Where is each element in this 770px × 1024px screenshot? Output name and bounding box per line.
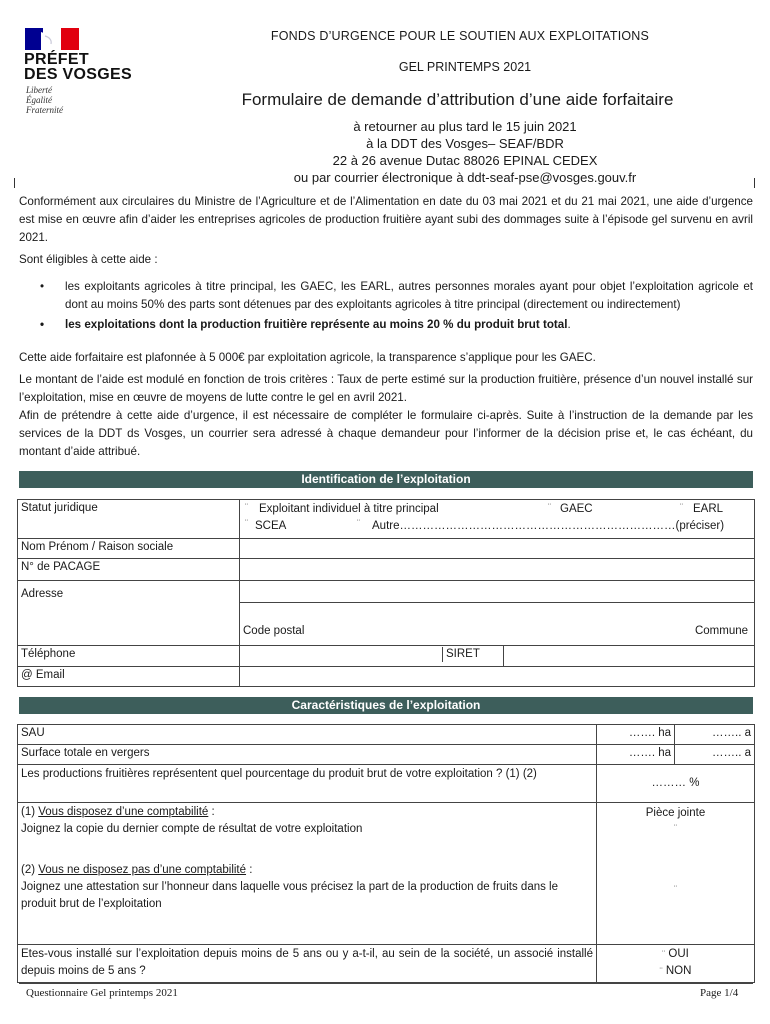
plafond-paragraph: Cette aide forfaitaire est plafonnée à 5 000€ par exploitation agricole, la transparence s’applique pour les GAEC.	[19, 351, 596, 364]
sau-label: SAU	[18, 725, 597, 745]
caracteristiques-table	[17, 724, 755, 983]
intro-paragraph: Conformément aux circulaires du Ministre de l’Agriculture et de l’Alimentation en date du 03 mai 2021 et du 21 mai 2021, une aide d’urgence est mise en œuvre afin d’aider les entreprises agricoles de production fruitière ayant subi des dommages suite à l’épisode gel survenu en avril 2021.	[19, 195, 753, 244]
address-line-ddt: à la DDT des Vosges– SEAF/BDR	[366, 136, 564, 151]
page-number: Page 1/4	[700, 987, 739, 999]
republic-motto	[26, 85, 63, 115]
motto-liberte: Liberté	[26, 85, 52, 95]
form-title: Formulaire de demande d’attribution d’une aide forfaitaire	[241, 90, 674, 109]
email-label: @ Email	[18, 667, 240, 687]
bullet-production-fruitiere: les exploitations dont la production fruitière représente au moins 20 % du produit brut total	[65, 318, 568, 331]
comptabilite-1-text: Joignez la copie du dernier compte de résultat de votre exploitation	[21, 823, 363, 835]
vergers-label: Surface totale en vergers	[18, 745, 597, 765]
motto-egalite: Égalité	[26, 95, 52, 105]
sau-a-field[interactable]: …….. a	[675, 725, 755, 745]
caracteristiques-banner: Caractéristiques de l’exploitation	[19, 697, 753, 714]
checkbox-autre[interactable]: ¨	[357, 518, 360, 528]
email-field[interactable]	[240, 667, 755, 687]
checkbox-scea[interactable]: ¨	[245, 518, 248, 528]
option-earl-label: EARL	[693, 503, 724, 515]
piece-jointe-label: Pièce jointe	[645, 807, 706, 819]
montant-paragraph: Le montant de l’aide est modulé en fonction de trois critères : Taux de perte estimé sur la production fruitière, présence d’un nouvel installé sur l’exploitation, mise en œuvre de moyens de lutte contre le gel en avril 2021.	[19, 373, 753, 404]
siret-field[interactable]	[504, 646, 755, 667]
installe-question: Etes-vous installé sur l’exploitation depuis moins de 5 ans ou y a-t-il, au sein de la société, un associé installé depuis moins de 5 ans ?	[18, 945, 597, 983]
marianne-flag-logo	[25, 28, 79, 50]
pourcentage-question: Les productions fruitières représentent quel pourcentage du produit brut de votre exploitation ? (1) (2)	[18, 765, 597, 803]
piece-jointe-cell	[597, 803, 755, 945]
address-line-email: ou par courrier électronique à ddt-seaf-pse@vosges.gouv.fr	[293, 170, 637, 185]
afin-paragraph: Afin de prétendre à cette aide d’urgence, il est nécessaire de compléter le formulaire ci-après. Suite à l’instruction de la demande par les services de la DDT ds Vosges, un courrier sera adressé à chaque demandeur pour l’informer de la décision prise et, le cas échéant, du montant d’aide attribué.	[19, 409, 753, 458]
telephone-field[interactable]	[240, 646, 504, 667]
comptabilite-2-heading: (2) Vous ne disposez pas d’une comptabilité :	[21, 864, 253, 876]
option-autre-label: Autre………………………………………………………………(préciser)	[372, 520, 725, 532]
comptabilite-2-text: Joignez une attestation sur l’honneur dans laquelle vous précisez la part de la production de fruits dans le produit brut de l’exploitation	[21, 881, 559, 910]
pacage-label: N° de PACAGE	[18, 559, 240, 581]
checkbox-piece-jointe-2[interactable]: ¨	[674, 884, 677, 894]
pacage-field[interactable]	[240, 559, 755, 581]
pourcentage-field[interactable]: ……… %	[597, 765, 755, 803]
nom-label: Nom Prénom / Raison sociale	[18, 539, 240, 559]
checkbox-gaec[interactable]: ¨	[548, 502, 551, 512]
eligibility-list	[19, 278, 753, 336]
statut-label: Statut juridique	[18, 500, 240, 539]
header-divider-right	[754, 178, 755, 188]
option-scea-label: SCEA	[255, 520, 287, 532]
telephone-label: Téléphone	[18, 646, 240, 667]
adresse-field-line1[interactable]	[240, 581, 755, 603]
bullet-exploitants: les exploitants agricoles à titre principal, les GAEC, les EARL, autres personnes morales ayant pour objet l’exploitation agricole et dont au moins 50% des parts sont détenues par des exploitants agricoles à titre principal (directement ou indirectement)	[65, 280, 753, 311]
checkbox-earl[interactable]: ¨	[680, 502, 683, 512]
eligibles-heading: Sont éligibles à cette aide :	[19, 253, 158, 266]
vergers-a-field[interactable]: …….. a	[675, 745, 755, 765]
address-line-deadline: à retourner au plus tard le 15 juin 2021	[353, 119, 577, 134]
comptabilite-cell	[18, 803, 597, 945]
adresse-field-line2[interactable]	[240, 603, 755, 623]
nom-field[interactable]	[240, 539, 755, 559]
prefet-line2: DES VOSGES	[24, 66, 132, 83]
installe-options	[597, 945, 755, 983]
list-item: • les exploitations dont la production fruitière représente au moins 20 % du produit brut total.	[19, 316, 753, 334]
list-item	[19, 278, 753, 314]
siret-label: SIRET	[442, 647, 500, 662]
prefet-line1: PRÉFET	[24, 51, 89, 68]
checkbox-piece-jointe-1[interactable]: ¨	[674, 823, 677, 833]
header-divider-left	[14, 178, 15, 188]
prefet-logo-text	[24, 52, 132, 82]
sau-ha-field[interactable]: ……. ha	[597, 725, 675, 745]
option-oui[interactable]: ¨ OUI	[662, 948, 689, 960]
motto-fraternite: Fraternité	[26, 105, 63, 115]
option-exploitant-label: Exploitant individuel à titre principal	[259, 503, 439, 515]
address-line-street: 22 à 26 avenue Dutac 88026 EPINAL CEDEX	[332, 153, 598, 168]
statut-options	[240, 500, 755, 539]
bullet-dot: •	[40, 318, 45, 331]
code-postal-label[interactable]: Code postal	[240, 623, 504, 646]
identification-banner: Identification de l’exploitation	[19, 471, 753, 488]
footer-divider	[19, 983, 753, 984]
gel-title: GEL PRINTEMPS 2021	[398, 60, 532, 74]
bullet-dot: •	[40, 280, 45, 293]
option-non[interactable]: ¨ NON	[659, 965, 692, 977]
commune-label[interactable]: Commune	[504, 623, 755, 646]
footer-title: Questionnaire Gel printemps 2021	[26, 987, 178, 999]
return-address	[215, 118, 715, 186]
option-gaec-label: GAEC	[560, 503, 593, 515]
fonds-title: FONDS D’URGENCE POUR LE SOUTIEN AUX EXPLOITATIONS	[270, 29, 650, 43]
vergers-ha-field[interactable]: ……. ha	[597, 745, 675, 765]
identification-table	[17, 499, 755, 687]
comptabilite-1-heading: (1) Vous disposez d’une comptabilité :	[21, 806, 215, 818]
checkbox-exploitant[interactable]: ¨	[245, 502, 248, 512]
adresse-label: Adresse	[18, 581, 240, 646]
